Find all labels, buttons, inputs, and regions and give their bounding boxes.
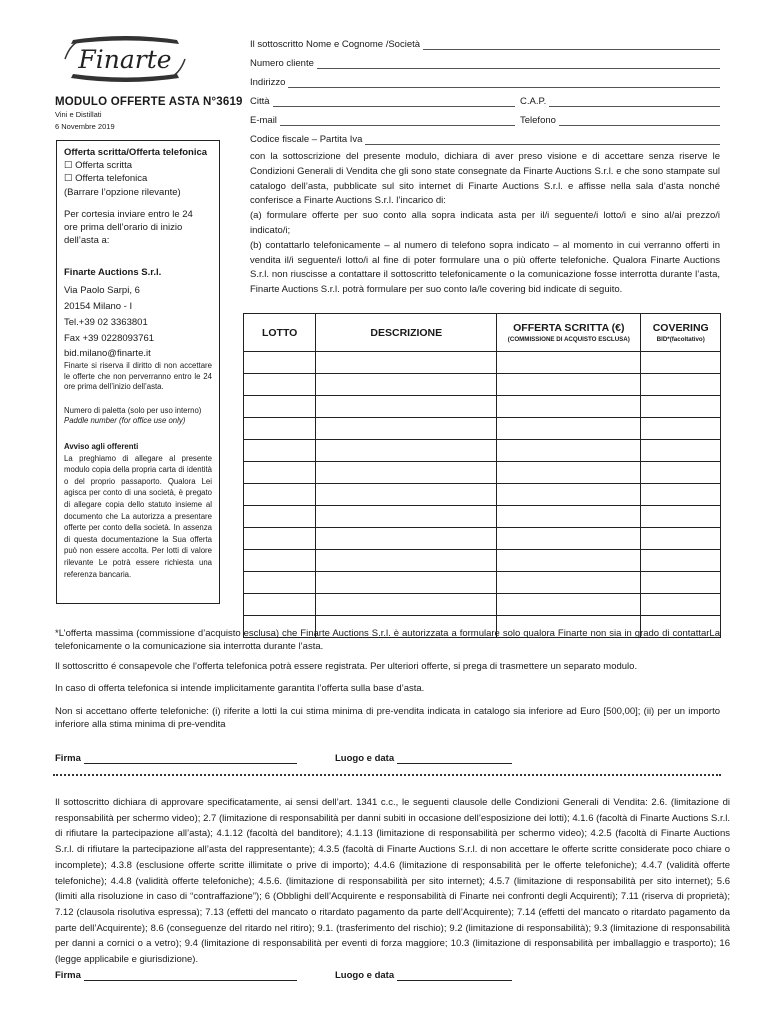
city-label: Città	[250, 96, 270, 107]
recording-note: Il sottoscritto é consapevole che l’offerta telefonica potrà essere registrata. Per ulteriori offerte, si prega di trasmettere un separato modulo.	[55, 661, 638, 672]
table-row	[244, 352, 721, 374]
covering-cell[interactable]	[641, 418, 721, 440]
covering-cell[interactable]	[641, 528, 721, 550]
offer-cell[interactable]	[497, 352, 641, 374]
approval-clauses: Il sottoscritto dichiara di approvare specificatamente, ai sensi dell’art. 1341 c.c., le seguenti clausole delle Condizioni Generali di Vendita: 2.6. (limitazione di responsabilità per schermo video); 2.7 (limitazione di responsabilità per danni subiti in occasione dell’esposizione dei lotti); 4.1.6 (facoltà di Finarte Auctions S.r.l. di rifiutare la partecipazione all’asta); 4.1.12 (facoltà del banditore); 4.1.13 (limitazione di responsabilità per schermo video); 4.2.5 (facoltà di Finarte Auctions S.r.l. di rifiutare la partecipazione all’asta del rappresentante); 4.3.5 (facoltà di Finarte Auctions S.r.l. di non accettare le offerte scritte considerate poco chiare o incomplete); 4.3.8 (esclusione offerte scritte illimitate o prive di importo); 4.4.6 (limitazione di responsabilità per le offerte telefoniche); 4.4.7 (validità offerte telefoniche); 4.4.8 (validità offerte telefoniche); 4.5.6. (limitazione di responsabilità per sito internet); 4.5.7 (limitazione di responsabilità per sito internet); 5.6 (limiti alla risoluzione in caso di “contraffazione”); 6 (Obblighi dell’Acquirente e responsabilità di Finarte nei confronti degli Acquirenti); 7.11 (riserva di proprietà); 7.12 (clausola risolutiva espressa); 7.13 (effetti del mancato o ritardato pagamento da parte dell’Acquirente); 7.14 (effetti del mancato o ritardato pagamento da parte dell’Acquirente); 8.6 (conseguenze del ritardo nel ritiro); 9.1. (trasferimento del rischio); 9.2 (limitazione di responsabilità); 9.3 (limitazione di responsabilità per danni a cornici o a vetro); 9.4 (limitazione di responsabilità per eventi di forza maggiore; 10.3 (limitazione di responsabilità per imballaggio e trasporto); 16 (legge applicabile e giurisdizione).	[55, 797, 730, 966]
logo-text: Finarte	[78, 45, 172, 74]
company-street: Via Paolo Sarpi, 6	[64, 285, 140, 296]
covering-cell[interactable]	[641, 484, 721, 506]
client-number-label: Numero cliente	[250, 58, 314, 69]
tax-code-field[interactable]	[250, 131, 720, 145]
deadline-text-3: dell’asta a:	[64, 235, 110, 246]
covering-cell[interactable]	[641, 594, 721, 616]
description-cell[interactable]	[316, 396, 497, 418]
cap-line[interactable]	[549, 96, 720, 107]
offer-cell[interactable]	[497, 462, 641, 484]
place-date-line-1[interactable]	[397, 755, 512, 764]
place-date-line-2[interactable]	[397, 972, 512, 981]
description-cell[interactable]	[316, 418, 497, 440]
place-date-label-1: Luogo e data	[335, 753, 395, 764]
covering-cell[interactable]	[641, 374, 721, 396]
table-row	[244, 374, 721, 396]
description-cell[interactable]	[316, 352, 497, 374]
lot-cell[interactable]	[244, 418, 316, 440]
name-field-label: Il sottoscritto Nome e Cognome /Società	[250, 39, 421, 50]
table-header-row	[244, 314, 721, 352]
signature-field-2[interactable]	[55, 970, 297, 981]
phone-field[interactable]	[520, 112, 720, 126]
table-row	[244, 484, 721, 506]
city-field[interactable]	[250, 93, 515, 107]
covering-note: BID*(facoltativo)	[656, 336, 705, 343]
phone-line[interactable]	[559, 115, 720, 126]
cap-label: C.A.P.	[520, 96, 547, 107]
name-field[interactable]	[250, 36, 720, 50]
offer-cell[interactable]	[497, 396, 641, 418]
phone-label: Telefono	[520, 115, 556, 126]
description-cell[interactable]	[316, 594, 497, 616]
company-tel: Tel.+39 02 3363801	[64, 317, 148, 328]
covering-cell[interactable]	[641, 440, 721, 462]
covering-cell[interactable]	[641, 506, 721, 528]
offer-cell[interactable]	[497, 594, 641, 616]
notice-text: La preghiamo di allegare al presente modulo copia della propria carta di identità o del proprio passaporto. Qualora Lei agisca per conto di una società, è pregato di allegare copia dello statuto insieme al documento che La autorizza a presentare offerte per conto della società. In assenza di questa documentazione la Sua offerta può non essere accolta. Per lotti di valore rilevante Le potrà essere richiesta una referenza bancaria.	[64, 453, 212, 579]
guarantee-note: In caso di offerta telefonica si intende implicitamente garantita l’offerta sulla base d’asta.	[55, 683, 425, 694]
max-offer-note: *L’offerta massima (commissione d’acquisto esclusa) che Finarte Auctions S.r.l. è autorizzata a formulare solo qualora Finarte non sia in grado di contattarLa telefonicamente o la comunicazione sia interrotta durante l’asta.	[55, 628, 720, 652]
place-date-label-2: Luogo e data	[335, 970, 395, 981]
description-cell[interactable]	[316, 528, 497, 550]
table-row	[244, 550, 721, 572]
option-phone-offer[interactable]: ☐ Offerta telefonica	[64, 173, 148, 184]
notice-heading: Avviso agli offerenti	[64, 441, 139, 451]
offer-cell[interactable]	[497, 484, 641, 506]
lot-cell[interactable]	[244, 396, 316, 418]
reserve-note: Finarte si riserva il diritto di non accettare le offerte che non perverranno entro le 24 ore prima dell’inizio dell’asta.	[64, 361, 212, 392]
deadline-text-2: ore prima dell’orario di inizio	[64, 222, 183, 233]
lot-cell[interactable]	[244, 462, 316, 484]
client-number-field[interactable]	[250, 55, 720, 69]
signature-label-2: Firma	[55, 970, 81, 981]
option-written-offer[interactable]: ☐ Offerta scritta	[64, 160, 132, 171]
form-title: MODULO OFFERTE ASTA N°3619	[55, 96, 243, 108]
option-instruction: (Barrare l’opzione rilevante)	[64, 187, 181, 198]
paddle-number-label-en: Paddle number (for office use only)	[64, 416, 186, 426]
offer-note: (COMMISSIONE DI ACQUISTO ESCLUSA)	[507, 336, 630, 343]
column-header-description: DESCRIZIONE	[316, 314, 497, 352]
offer-cell[interactable]	[497, 440, 641, 462]
offer-cell[interactable]	[497, 418, 641, 440]
form-subtitle: Vini e Distillati	[55, 110, 102, 119]
form-date: 6 Novembre 2019	[55, 122, 115, 131]
name-field-line[interactable]	[423, 39, 720, 50]
column-header-lot: LOTTO	[244, 314, 316, 352]
place-date-field-1[interactable]	[335, 753, 512, 764]
signature-line-2[interactable]	[84, 972, 297, 981]
covering-cell[interactable]	[641, 572, 721, 594]
lot-cell[interactable]	[244, 374, 316, 396]
table-row	[244, 528, 721, 550]
offer-cell[interactable]	[497, 506, 641, 528]
offer-table	[243, 313, 721, 638]
covering-cell[interactable]	[641, 352, 721, 374]
offer-cell[interactable]	[497, 572, 641, 594]
signature-line-1[interactable]	[84, 755, 297, 764]
table-row	[244, 506, 721, 528]
dotted-separator	[53, 774, 721, 776]
cap-field[interactable]	[520, 93, 720, 107]
offer-cell[interactable]	[497, 374, 641, 396]
offer-type-heading: Offerta scritta/Offerta telefonica	[64, 147, 208, 158]
description-cell[interactable]	[316, 550, 497, 572]
intro-text: con la sottoscrizione del presente modulo, dichiara di aver preso visione e di accettare senza riserve le Condizioni Generali di Vendita che gli sono state consegnate da Finarte Auctions S.r.l. e che sono stampate sul catalogo dell’asta, pubblicate sul sito internet di Finarte Auctions S.r.l. e affisse nella sala d’asta nonché conferisce a Finarte Auctions S.r.l. l’incarico di:	[250, 151, 720, 207]
description-cell[interactable]	[316, 506, 497, 528]
lot-cell[interactable]	[244, 440, 316, 462]
description-cell[interactable]	[316, 440, 497, 462]
option-a-text: (a) formulare offerte per suo conto alla sopra indicata asta per il/i seguente/i lotto/i e sino al/ai prezzo/i indicato/i;	[250, 210, 720, 236]
signature-label-1: Firma	[55, 753, 81, 764]
offer-cell[interactable]	[497, 550, 641, 572]
table-row	[244, 418, 721, 440]
deadline-text-1: Per cortesia inviare entro le 24	[64, 209, 193, 220]
company-fax: Fax +39 0228093761	[64, 333, 155, 344]
offer-cell[interactable]	[497, 528, 641, 550]
address-field[interactable]	[250, 74, 720, 88]
company-email[interactable]: bid.milano@finarte.it	[64, 348, 151, 359]
email-line[interactable]	[280, 115, 515, 126]
description-cell[interactable]	[316, 374, 497, 396]
not-accepted-note: Non si accettano offerte telefoniche: (i) riferite a lotti la cui stima minima di pre-vendita indicata in catalogo sia inferiore ad Euro [500,00]; (ii) per un importo inferiore alla stima minima di pre-vendita	[55, 706, 720, 730]
description-cell[interactable]	[316, 462, 497, 484]
table-row	[244, 572, 721, 594]
city-line[interactable]	[273, 96, 515, 107]
email-label: E-mail	[250, 115, 277, 126]
tax-code-label: Codice fiscale – Partita Iva	[250, 134, 363, 145]
table-row	[244, 594, 721, 616]
table-row	[244, 440, 721, 462]
description-cell[interactable]	[316, 484, 497, 506]
table-row	[244, 396, 721, 418]
address-label: Indirizzo	[250, 77, 286, 88]
lot-cell[interactable]	[244, 572, 316, 594]
address-line[interactable]	[288, 77, 720, 88]
intro-paragraph	[250, 150, 720, 298]
table-row	[244, 462, 721, 484]
company-name: Finarte Auctions S.r.l.	[64, 267, 162, 278]
company-city: 20154 Milano - I	[64, 301, 133, 312]
info-box	[56, 140, 220, 604]
covering-cell[interactable]	[641, 462, 721, 484]
lot-cell[interactable]	[244, 528, 316, 550]
lot-cell[interactable]	[244, 550, 316, 572]
covering-cell[interactable]	[641, 396, 721, 418]
paddle-number-label: Numero di paletta (solo per uso interno)	[64, 405, 202, 415]
lot-cell[interactable]	[244, 506, 316, 528]
email-field[interactable]	[250, 112, 515, 126]
lot-cell[interactable]	[244, 484, 316, 506]
finarte-logo	[55, 32, 195, 87]
covering-cell[interactable]	[641, 550, 721, 572]
lot-cell[interactable]	[244, 594, 316, 616]
column-header-covering: COVERING BID*(facoltativo)	[641, 314, 721, 352]
column-header-offer: OFFERTA SCRITTA (€) (COMMISSIONE DI ACQUISTO ESCLUSA)	[497, 314, 641, 352]
lot-cell[interactable]	[244, 352, 316, 374]
tax-code-line[interactable]	[365, 134, 720, 145]
option-b-text: (b) contattarlo telefonicamente – al numero di telefono sopra indicato – al momento in cui verranno offerti in vendita il/i seguente/i lotto/i al fine di poter formulare una o più offerte telefoniche. Qualora Finarte Auctions S.r.l. non riuscisse a contattare il sottoscritto telefonicamente o la comunicazione fosse interrotta durante l’asta, Finarte Auctions S.r.l. potrà formulare per suo conto la/le covering bid indicate di seguito.	[250, 239, 720, 296]
client-number-line[interactable]	[317, 58, 720, 69]
signature-field-1[interactable]	[55, 753, 297, 764]
description-cell[interactable]	[316, 572, 497, 594]
place-date-field-2[interactable]	[335, 970, 512, 981]
